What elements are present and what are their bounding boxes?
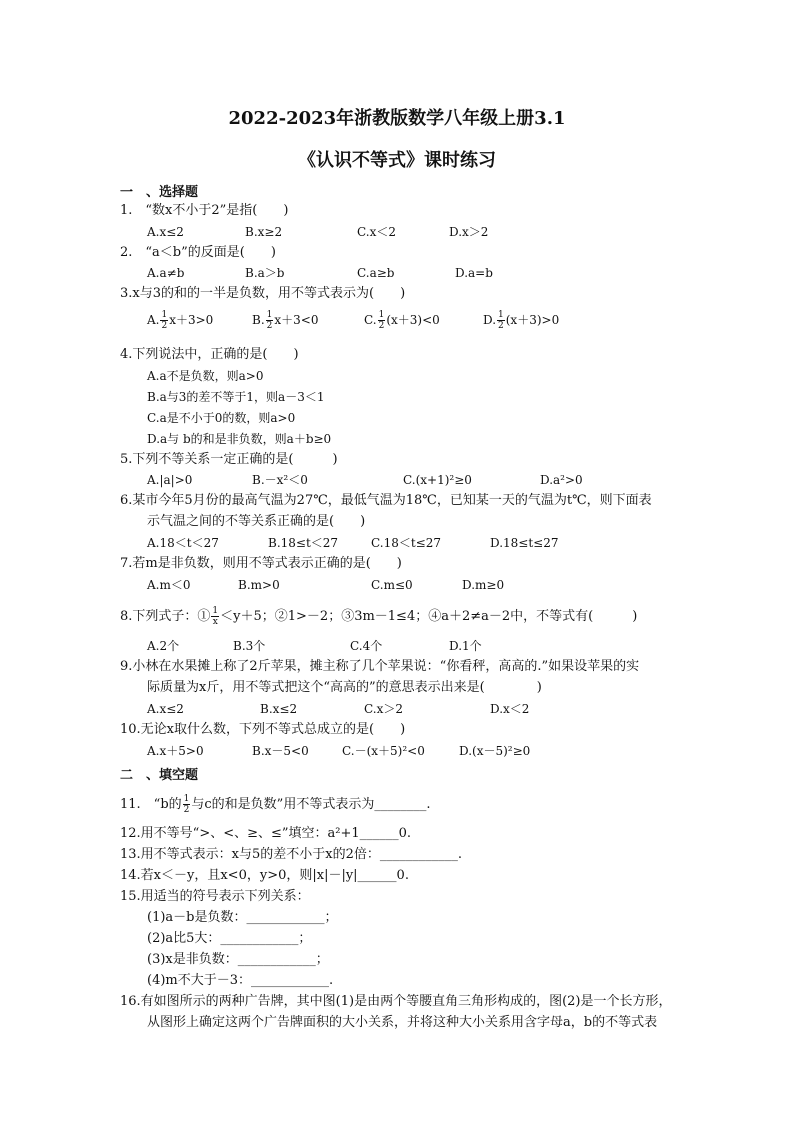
q7-option-d: D.m≥0 bbox=[462, 578, 505, 592]
q10-option-c: C.－(x＋5)²<0 bbox=[342, 744, 425, 758]
q6-stem-cont: 示气温之间的不等关系正确的是( ) bbox=[147, 514, 366, 529]
q8-stem: 8.下列式子：① $\frac{1}{x}$ ＜y＋5；②1>－2；③3m－1≤4；④a＋2≠a－2中，不等式有( ) bbox=[120, 606, 638, 627]
section-choice-heading: 一 、选择题 bbox=[120, 185, 199, 200]
q7-stem: 7.若m是非负数，则用不等式表示正确的是( ) bbox=[120, 556, 402, 571]
q1-option-c: C.x＜2 bbox=[357, 225, 396, 239]
q2-stem: 2. “a＜b”的反面是( ) bbox=[120, 245, 276, 260]
q1-option-d: D.x＞2 bbox=[449, 225, 489, 239]
q5-option-b: B.－x²＜0 bbox=[252, 473, 308, 487]
q1-option-b: B.x≥2 bbox=[245, 225, 283, 239]
q3-option-c: C. $\frac{1}{2}$ (x＋3)<0 bbox=[364, 310, 440, 331]
q2-option-d: D.a=b bbox=[455, 266, 493, 280]
q5-option-c: C.(x+1)²≥0 bbox=[403, 473, 472, 487]
q6-option-d: D.18≤t≤27 bbox=[490, 536, 559, 550]
q3-stem: 3.x与3的和的一半是负数，用不等式表示为( ) bbox=[120, 286, 406, 301]
q4-option-c: C.a是不小于0的数，则a>0 bbox=[147, 411, 296, 425]
q15-item-3: (3)x是非负数：____________； bbox=[147, 952, 329, 967]
q7-option-b: B.m>0 bbox=[238, 578, 280, 592]
q6-stem: 6.某市今年5月份的最高气温为27℃，最低气温为18℃，已知某一天的气温为t℃，则下面表 bbox=[120, 493, 652, 508]
q7-option-a: A.m＜0 bbox=[147, 578, 191, 592]
q4-option-b: B.a与3的差不等于1，则a－3＜1 bbox=[147, 390, 325, 404]
q15-stem: 15.用适当的符号表示下列关系： bbox=[120, 889, 310, 904]
q6-option-c: C.18＜t≤27 bbox=[371, 536, 441, 550]
q9-option-c: C.x＞2 bbox=[364, 702, 403, 716]
q9-option-d: D.x＜2 bbox=[490, 702, 530, 716]
q8-option-a: A.2个 bbox=[147, 639, 180, 653]
q3-option-a: A. $\frac{1}{2}$ x＋3>0 bbox=[147, 310, 214, 331]
q15-item-4: (4)m不大于－3：____________. bbox=[147, 973, 334, 988]
q1-stem: 1. “数x不小于2”是指( ) bbox=[120, 203, 289, 218]
q9-option-a: A.x≤2 bbox=[147, 702, 184, 716]
q8-option-c: C.4个 bbox=[350, 639, 383, 653]
q15-item-2: (2)a比5大：____________； bbox=[147, 931, 312, 946]
q7-option-c: C.m≤0 bbox=[371, 578, 413, 592]
q9-option-b: B.x≤2 bbox=[260, 702, 298, 716]
q11-stem: 11. “b的 $\frac{1}{2}$ 与c的和是负数”用不等式表示为________. bbox=[120, 794, 431, 815]
q8-option-b: B.3个 bbox=[233, 639, 266, 653]
q12-stem: 12.用不等号“>、<、≥、≤”填空：a²+1______0. bbox=[120, 826, 412, 841]
q2-option-c: C.a≥b bbox=[357, 266, 395, 280]
title-line-2: 《认识不等式》课时练习 bbox=[298, 150, 496, 171]
q4-option-d: D.a与 b的和是非负数，则a＋b≥0 bbox=[147, 432, 332, 446]
q10-stem: 10.无论x取什么数，下列不等式总成立的是( ) bbox=[120, 722, 406, 737]
q14-stem: 14.若x＜－y，且x<0，y>0，则|x|－|y|______0. bbox=[120, 868, 409, 883]
q6-option-b: B.18≤t＜27 bbox=[268, 536, 339, 550]
q3-option-b: B. $\frac{1}{2}$ x＋3<0 bbox=[252, 310, 319, 331]
q2-option-a: A.a≠b bbox=[147, 266, 185, 280]
q10-option-d: D.(x－5)²≥0 bbox=[459, 744, 531, 758]
q4-option-a: A.a不是负数，则a>0 bbox=[147, 369, 264, 383]
q5-option-d: D.a²>0 bbox=[540, 473, 583, 487]
q5-option-a: A.|a|>0 bbox=[147, 473, 193, 487]
q2-option-b: B.a＞b bbox=[245, 266, 285, 280]
q9-stem: 9.小林在水果摊上称了2斤苹果，摊主称了几个苹果说：“你看秤，高高的.”如果设苹果的实 bbox=[120, 659, 640, 674]
q9-stem-cont: 际质量为x斤，用不等式把这个“高高的”的意思表示出来是( ) bbox=[147, 680, 542, 695]
q16-stem-cont: 从图形上确定这两个广告牌面积的大小关系，并将这种大小关系用含字母a，b的不等式表 bbox=[147, 1015, 658, 1030]
q1-option-a: A.x≤2 bbox=[147, 225, 184, 239]
q13-stem: 13.用不等式表示：x与5的差不小于x的2倍：____________. bbox=[120, 847, 463, 862]
q3-option-d: D. $\frac{1}{2}$ (x＋3)>0 bbox=[483, 310, 560, 331]
q16-stem: 16.有如图所示的两种广告牌，其中图(1)是由两个等腰直角三角形构成的，图(2)是一个长方形， bbox=[120, 994, 672, 1009]
q10-option-b: B.x－5<0 bbox=[252, 744, 309, 758]
q5-stem: 5.下列不等关系一定正确的是( ) bbox=[120, 452, 338, 467]
section-fill-heading: 二 、填空题 bbox=[120, 768, 199, 783]
q8-option-d: D.1个 bbox=[449, 639, 482, 653]
q6-option-a: A.18＜t＜27 bbox=[147, 536, 219, 550]
title-line-1: 2022-2023年浙教版数学八年级上册3.1 bbox=[228, 108, 566, 129]
q4-stem: 4.下列说法中，正确的是( ) bbox=[120, 347, 299, 362]
q10-option-a: A.x＋5>0 bbox=[147, 744, 204, 758]
q15-item-1: (1)a－b是负数：____________； bbox=[147, 910, 338, 925]
